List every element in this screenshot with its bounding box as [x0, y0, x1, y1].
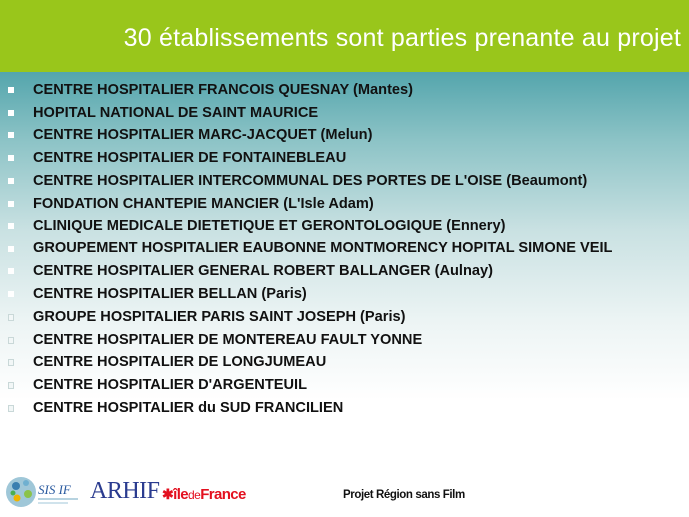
list-item: CENTRE HOSPITALIER INTERCOMMUNAL DES PORTES DE L'OISE (Beaumont) — [8, 170, 683, 193]
list-item: CENTRE HOSPITALIER GENERAL ROBERT BALLANGER (Aulnay) — [8, 260, 683, 283]
header-bar — [0, 0, 689, 72]
arhif-logo: ARHIF — [90, 478, 160, 504]
slide-title: 30 établissements sont parties prenante au projet — [123, 24, 681, 52]
bullet-icon — [8, 132, 14, 138]
bullet-icon — [8, 314, 14, 321]
bullet-icon — [8, 178, 14, 184]
list-item: GROUPE HOSPITALIER PARIS SAINT JOSEPH (Paris) — [8, 306, 683, 329]
svg-text:SIS IF: SIS IF — [38, 482, 71, 497]
list-item: CLINIQUE MEDICALE DIETETIQUE ET GERONTOLOGIQUE (Ennery) — [8, 215, 683, 238]
establishment-list — [8, 79, 683, 419]
list-item: CENTRE HOSPITALIER DE MONTEREAU FAULT YONNE — [8, 329, 683, 352]
iledefrance-logo: ✱îledeFrance — [162, 486, 246, 503]
project-label: Projet Région sans Film — [343, 489, 465, 501]
bullet-icon — [8, 291, 14, 297]
star-icon: ✱ — [162, 486, 174, 502]
bullet-icon — [8, 337, 14, 344]
list-item: HOPITAL NATIONAL DE SAINT MAURICE — [8, 102, 683, 125]
list-item: CENTRE HOSPITALIER D'ARGENTEUIL — [8, 374, 683, 397]
list-item: CENTRE HOSPITALIER BELLAN (Paris) — [8, 283, 683, 306]
bullet-icon — [8, 201, 14, 207]
list-item: CENTRE HOSPITALIER MARC-JACQUET (Melun) — [8, 124, 683, 147]
bullet-icon — [8, 268, 14, 274]
list-item: CENTRE HOSPITALIER du SUD FRANCILIEN — [8, 397, 683, 420]
list-item: CENTRE HOSPITALIER DE FONTAINEBLEAU — [8, 147, 683, 170]
bullet-icon — [8, 246, 14, 252]
list-item: CENTRE HOSPITALIER FRANCOIS QUESNAY (Mantes) — [8, 79, 683, 102]
bullet-icon — [8, 223, 14, 229]
sis-if-logo — [4, 466, 84, 512]
bullet-icon — [8, 87, 14, 93]
bullet-icon — [8, 110, 14, 116]
bullet-icon — [8, 405, 14, 412]
bullet-icon — [8, 155, 14, 161]
bullet-icon — [8, 382, 14, 389]
list-item: GROUPEMENT HOSPITALIER EAUBONNE MONTMORENCY HOPITAL SIMONE VEIL — [8, 238, 683, 261]
bullet-icon — [8, 359, 14, 366]
list-item: FONDATION CHANTEPIE MANCIER (L'Isle Adam) — [8, 193, 683, 216]
list-item: CENTRE HOSPITALIER DE LONGJUMEAU — [8, 351, 683, 374]
